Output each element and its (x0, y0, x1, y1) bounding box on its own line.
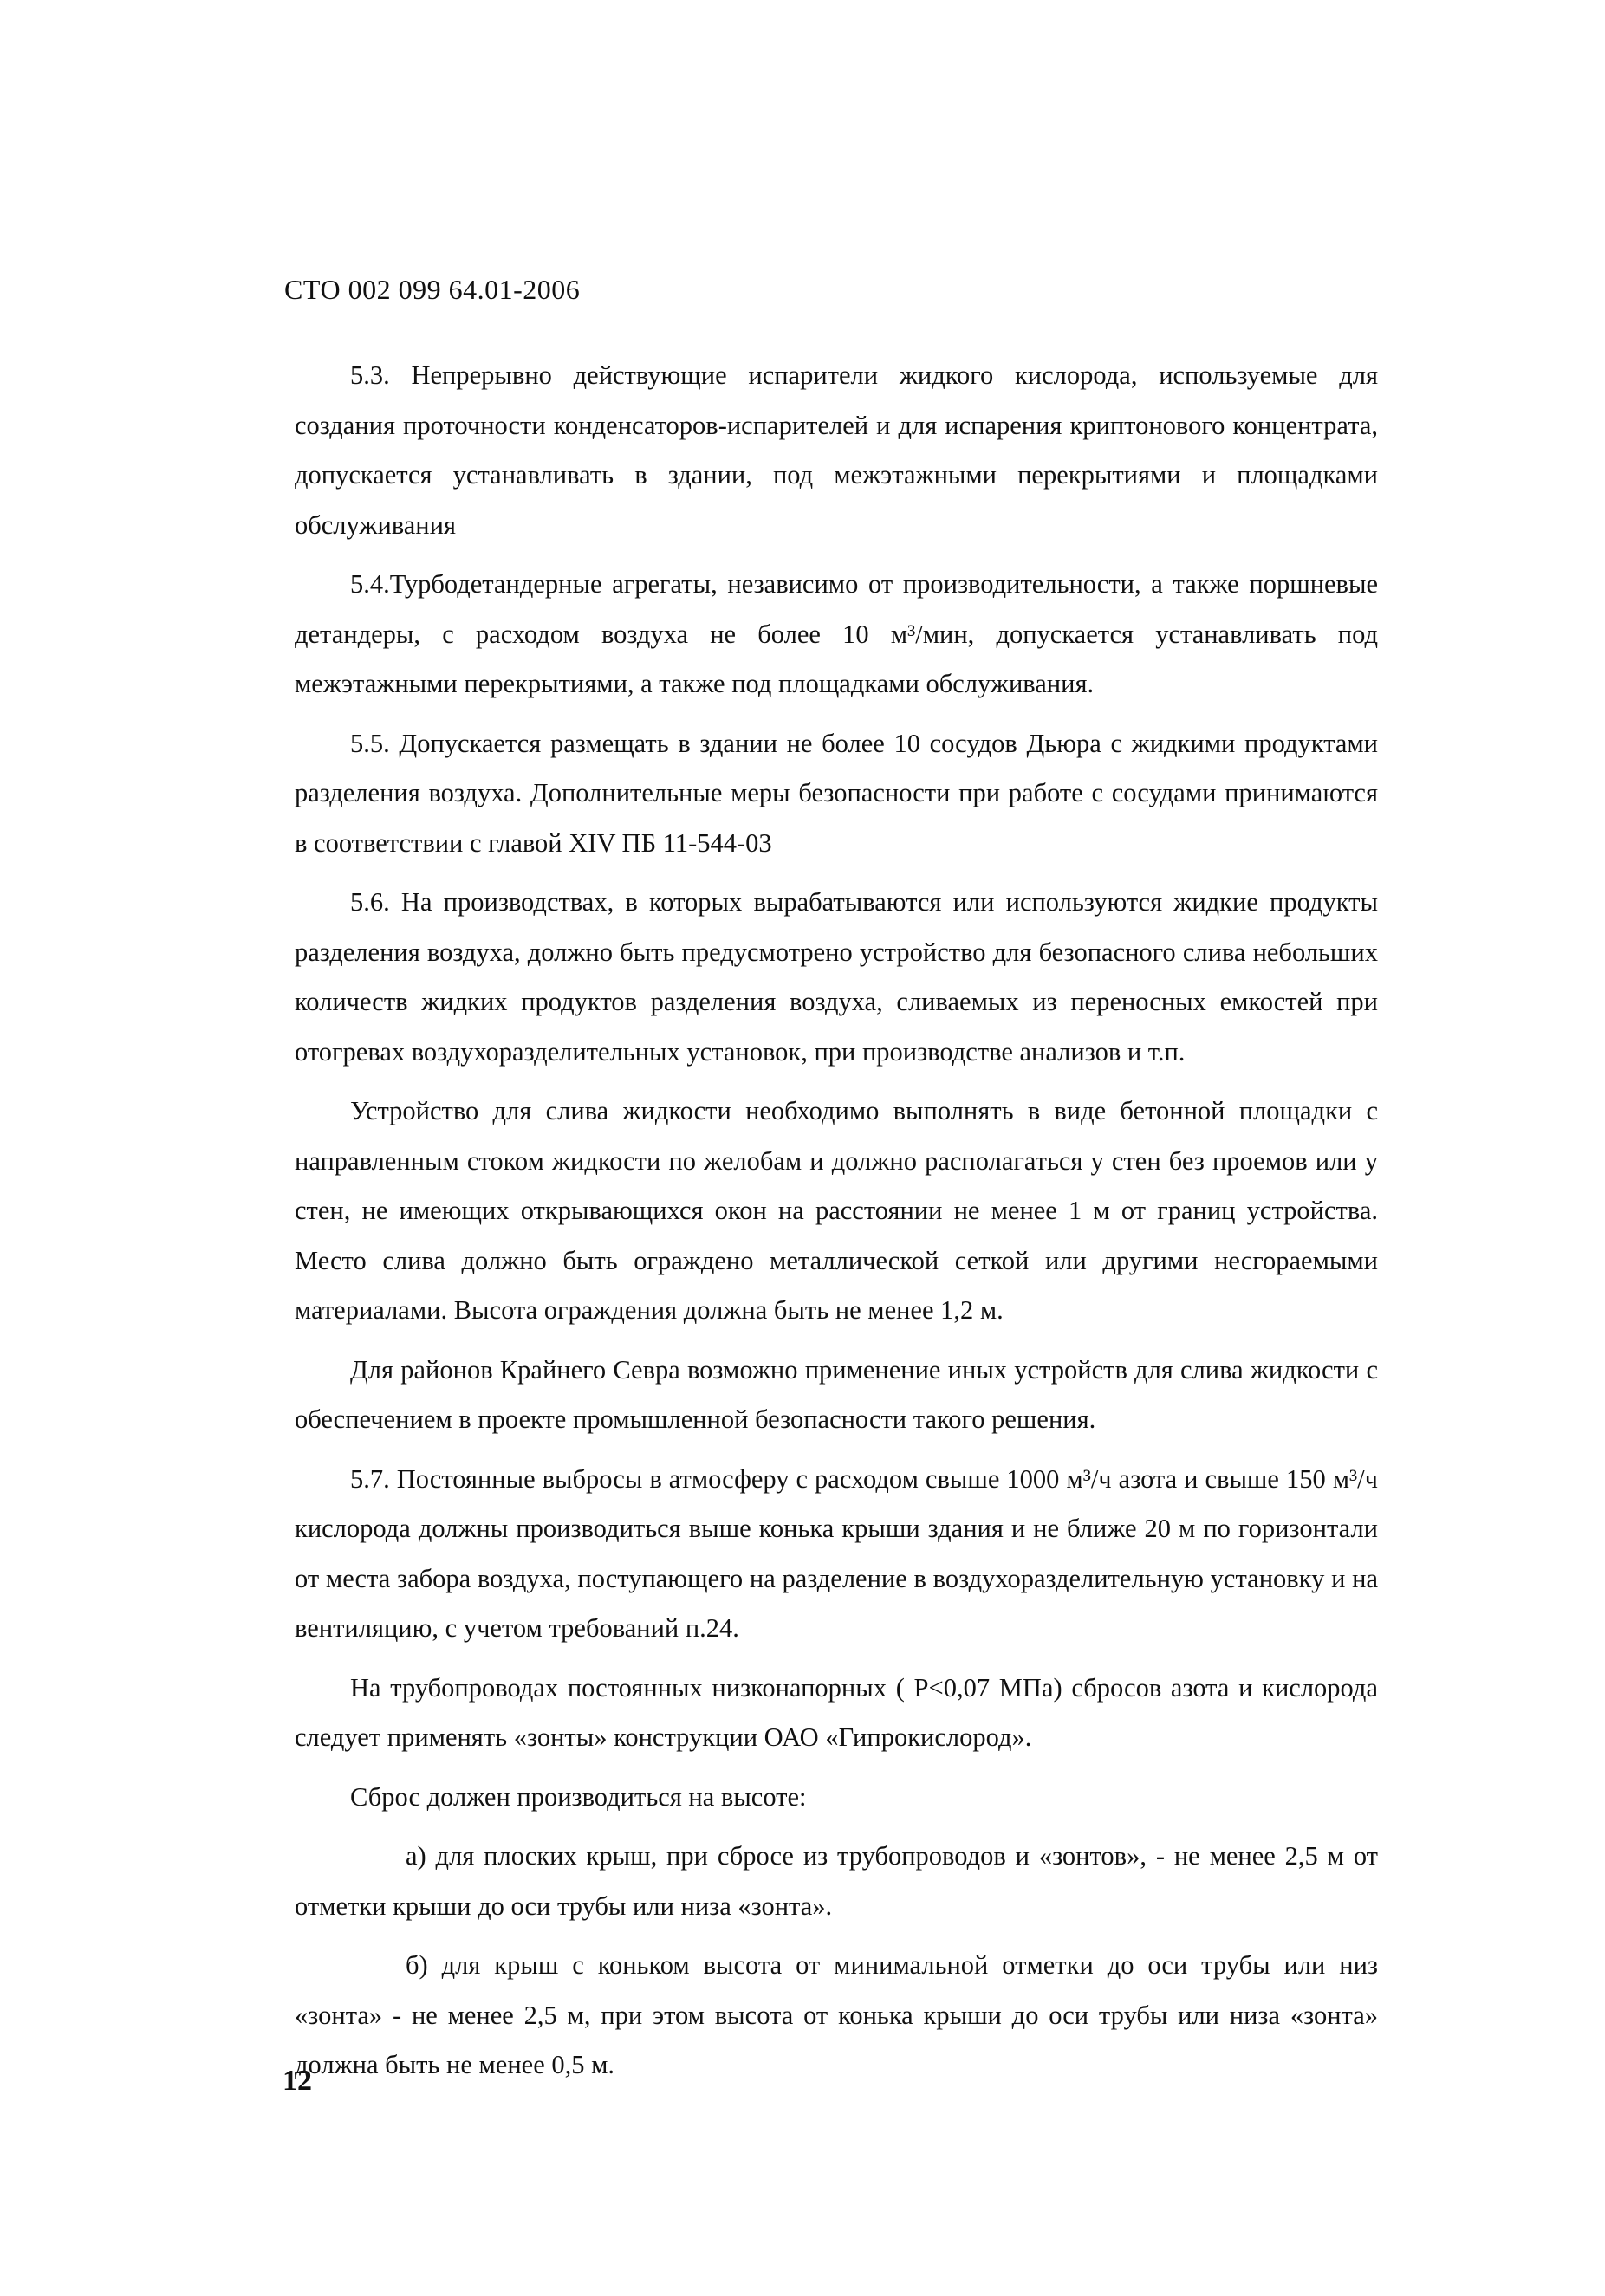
paragraph-5-7: 5.7. Постоянные выбросы в атмосферу с расходом свыше 1000 м³/ч азота и свыше 150 м³/ч кислорода должны производиться выше конька крыши здания и не ближе 20 м по горизонтали от места забора воздуха, поступающего на разделение в воздухоразделительную установку и на вентиляцию, с учетом требований п.24. (295, 1463, 1378, 1643)
paragraph-discharge-height: Сброс должен производиться на высоте: (350, 1781, 807, 1812)
paragraph-far-north: Для районов Крайнего Севра возможно применение иных устройств для слива жидкости с обеспечением в проекте промышленной безопасности такого решения. (295, 1354, 1378, 1434)
document-code: СТО 002 099 64.01-2006 (284, 274, 581, 305)
paragraph-5-4: 5.4.Турбодетандерные агрегаты, независимо от производительности, а также поршневые детандеры, с расходом воздуха не более 10 м³/мин, допускается устанавливать под межэтажными перекрытиями, а также под площадками обслуживания. (295, 569, 1378, 698)
document-body (295, 351, 1378, 2100)
page-number: 12 (283, 2065, 312, 2097)
list-item-a: а) для плоских крыш, при сбросе из трубопроводов и «зонтов», - не менее 2,5 м от отметки крыши до оси трубы или низа «зонта». (295, 1841, 1378, 1921)
paragraph-5-5: 5.5. Допускается размещать в здании не более 10 сосудов Дьюра с жидкими продуктами разделения воздуха. Дополнительные меры безопасности при работе с сосудами принимаются в соответствии с главой XIV ПБ 11-544-03 (295, 728, 1378, 858)
paragraph-drain-device: Устройство для слива жидкости необходимо выполнять в виде бетонной площадки с направленным стоком жидкости по желобам и должно располагаться у стен без проемов или у стен, не имеющих открывающихся окон на расстоянии не менее 1 м от границ устройства. Место слива должно быть ограждено металлической сеткой или другими несгораемыми материалами. Высота ограждения должна быть не менее 1,2 м. (295, 1096, 1378, 1325)
list-item-b: б) для крыш с коньком высота от минимальной отметки до оси трубы или низ «зонта» - не менее 2,5 м, при этом высота от конька крыши до оси трубы или низа «зонта» должна быть не менее 0,5 м. (295, 1950, 1378, 2079)
paragraph-5-6: 5.6. На производствах, в которых вырабатываются или используются жидкие продукты разделения воздуха, должно быть предусмотрено устройство для безопасного слива небольших количеств жидких продуктов разделения воздуха, сливаемых из переносных емкостей при отогревах воздухоразделительных установок, при производстве анализов и т.п. (295, 887, 1378, 1067)
paragraph-umbrellas: На трубопроводах постоянных низконапорных ( Р<0,07 МПа) сбросов азота и кислорода следует применять «зонты» конструкции ОАО «Гипрокислород». (295, 1672, 1378, 1752)
paragraph-5-3: 5.3. Непрерывно действующие испарители жидкого кислорода, используемые для создания проточности конденсаторов-испарителей и для испарения криптонового концентрата, допускается устанавливать в здании, под межэтажными перекрытиями и площадками обслуживания (295, 360, 1378, 540)
